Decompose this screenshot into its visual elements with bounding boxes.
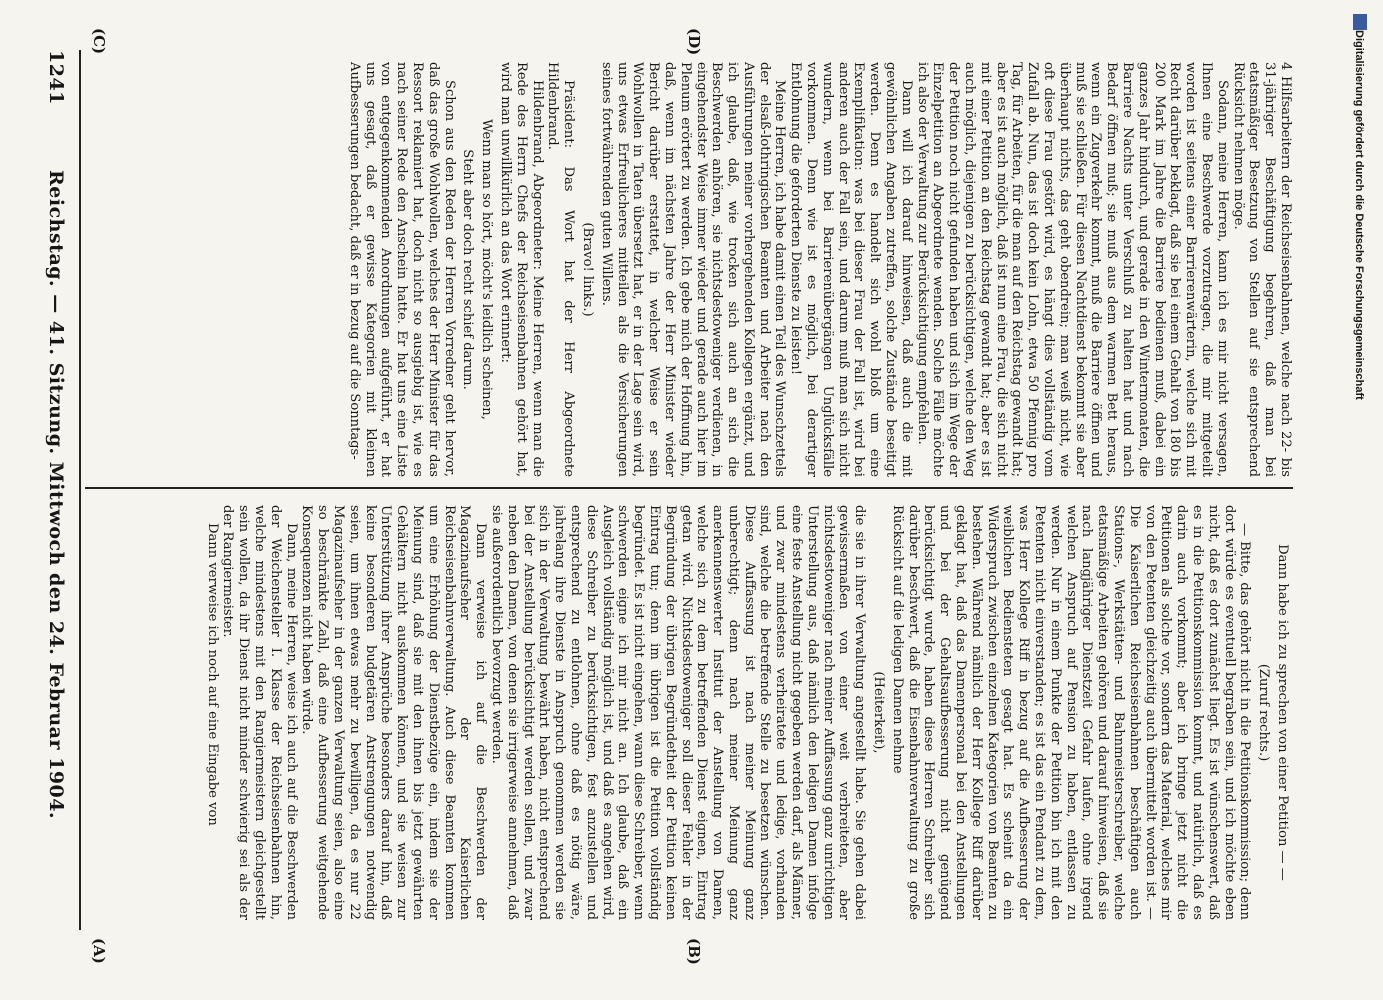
left-column (88, 505, 1293, 920)
dfg-logo-icon (1353, 14, 1367, 30)
speaker-paragraph: Hildenbrand, Abgeordneter: Meine Herren, wenn man die Rede des Herrn Chefs der Reichseisenbahnen gehört hat, wird man unwillkürlich an das Wort erinnert: (497, 62, 545, 477)
paragraph: Dann verweise ich auf die Beschwerden der Magazinaufseher der Kaiserlichen Reichseisenbahnverwaltung. Auch diese Beamten kommen um eine Erhöhung der Dienstbezüge ein, indem sie der Meinung sind, daß sie mit den ihnen bis jetzt gewährten Gehältern nicht auskommen können, und sie weisen zur Unterstützung ihrer Ansprüche besonders darauf hin, daß keine besonderen budgetären Anstrengungen notwendig seien, um ihnen etwas mehr zu bewilligen, da es nur 22 Magazinaufseher in der ganzen Verwaltung seien, also eine so beschränkte Zahl, daß eine Aufbesserung weitgehende Konsequenzen nicht haben würde. (299, 505, 489, 920)
header-rule (79, 50, 81, 930)
page-header (37, 50, 75, 930)
interjection: (Zuruf rechts.) (1256, 663, 1272, 762)
footer (1343, 0, 1373, 1000)
paragraph: Dann verweise ich noch auf eine Eingabe von (204, 523, 220, 826)
footer-text: Digitalisierung gefördert durch die Deutsche Forschungsgemeinschaft (1353, 30, 1365, 400)
paragraph: Meine Herren, ich habe damit einen Teil des Wunschzettels der elsaß-lothringischen Beamten und Arbeiter nach den Ausführungen meiner vorhergehenden Kollegen ergänzt, und ich glaube, daß, wie trocken sich auch an sich die Beschwerden anhören, sie nichtsdestoweniger verdienen, in eingehendster Weise immer wieder und gerade auch hier im Plenum erörtert zu werden. Ich gebe mich der Hoffnung hin, daß, wenn im nächsten Jahre der Herr Minister wieder Bericht darüber erstattet, in welcher Weise er sein Wohlwollen in Taten übersetzt hat, er in der Lage sein wird, uns etwas Erfreulicheres mitteilen als die Versicherungen seines fortwährenden guten Willens. (598, 62, 788, 477)
paragraph: — Bitte, das gehört nicht in die Petitionskommission; denn dort würde es eventuell begraben sein, und ich möchte eben nicht, daß es dort zunächst liegt. Es ist wünschenswert, daß es in die Petitionskommission kommt, und natürlich, daß es darin auch vorkommt; aber ich bringe jetzt nicht die Petitionen als solche vor, sondern das Material, welches mir von den Petenten gleichzeitig auch übermittelt worden ist. — Die Kaiserlichen Reichseisenbahnen beschäftigen auch Stations-, Werkstätten- und Bahnmeisterschreiber, welche etatsmäßige Arbeiten gehören und darauf hinweisen, daß sie nach langjähriger Dienstzeit Gefahr laufen, ohne irgend welchen Anspruch auf Pension zu haben, entlassen zu werden. Nur in einem Punkte der Petition bin ich mit den Petenten nicht einverstanden; es ist das ein Pendant zu dem, was Herr Kollege Riff in bezug auf die Aufbesserung der weiblichen Bediensteten gesagt hat. Es scheint da ein Widerspruch zwischen einzelnen Kategorien von Beamten zu bestehen. Während nämlich der Herr Kollege Riff darüber geklagt hat, daß das Damenpersonal bei den Anstellungen und bei der Gehaltsaufbesserung nicht genügend berücksichtigt wurde, haben diese Herren Schreiber sich darüber beschwert, daß die Eisenbahnverwaltung zu große Rücksicht auf die ledigen Damen nehme (889, 505, 1253, 920)
quote-line: Wenn man so hört, möcht's leidlich scheinen, (479, 119, 495, 420)
right-column (88, 62, 1293, 477)
quote-line: Steht aber doch recht schief darum. (460, 149, 476, 390)
paragraph: Schon aus den Reden der Herren Vorredner geht hervor, daß das große Wohlwollen, welches der Herr Minister für das Ressort reklamiert hat, doch nicht so ausgiebig ist, wie es nach seiner Rede den Anschein hatte. Er hat uns eine Liste von entgegenkommenden Anordnungen aufgeführt, er hat uns gesagt, daß er gewisse Kategorien mit kleinen Aufbesserungen bedacht, daß er in bezug auf die Sonntags- (346, 62, 457, 477)
speaker-paragraph: Präsident: Das Wort hat der Herr Abgeordnete Hildenbrand. (545, 62, 577, 477)
paragraph: 4 Hilfsarbeitern der Reichseisenbahnen, welche nach 22- bis 31-jähriger Beschäftigung begehren, daß man bei etatsmäßiger Besetzung von Stellen auf sie entsprechend Rücksicht nehmen möge. (1230, 62, 1293, 477)
paragraph: die sie in ihrer Verwaltung angestellt habe. Sie gehen dabei gewissermaßen von einer weit verbreiteten, aber nichtsdestoweniger nach meiner Auffassung ganz unrichtigen Unterstellung aus, daß nämlich den ledigen Damen infolge eine feste Anstellung nicht gegeben werden darf, als Männer, und zwar mindestens verheiratete und ledige, vorhanden sind, welche die betreffende Stelle zu besetzen wünschen. Diese Auffassung ist nach meiner Meinung ganz unberechtigt; denn nach meiner Meinung ganz anerkennenswerter Institut der Anstellung von Damen, welche sich zu dem betreffenden Dienst eignen, Eintrag getan wird. Nichtsdestoweniger soll dieser Fehler in der Begründung der übrigen Begründetheit der Petition keinen Eintrag tun; denn im übrigen ist die Petition vollständig begründet. Es ist nicht eingehen, wann diese Schreiber, wenn schwerden eigne ich mir nicht an. Ich glaube, daß ein Ausgleich vollständig möglich ist, und daß es angehen wird, diese Schreiber zu berücksichtigen, fest anzustellen und entsprechend zu entlohnen, ohne daß es nötig wäre, jahrelang ihre Dienste in Anspruch genommen werden sie sich in der Verwaltung bewährt haben, nicht entsprechend bei der Anstellung berücksichtigt werden sollen, und zwar neben den Damen, von denen sie irrigerweise annehmen, daß sie außerordentlich bevorzugt werden. (488, 505, 868, 920)
margin-letter-a: (A) (90, 938, 108, 964)
interjection: (Bravo! links.) (579, 222, 595, 317)
page-title: Reichstag. — 41. Sitzung. Mittwoch den 24. Februar 1904. (45, 170, 67, 820)
paragraph: Dann habe ich zu sprechen von einer Petition — — (1275, 544, 1290, 881)
paragraph: Dann will ich darauf hinweisen, daß auch die mit gewöhnlichen Angaben zutreffen, solche Zustände beseitigt werden. Denn es handelt sich wohl bloß um eine Exemplifikation: was bei dieser Frau der Fall ist, wird bei anderen auch der Fall sein, und darum muß man sich nicht wundern, wenn bei Barrierenübergängen Unglücksfälle vorkommen. Denn wie ist es möglich, bei derartiger Entlohnung die geforderten Dienste zu leisten! (788, 62, 914, 477)
margin-letter-c: (C) (90, 28, 108, 55)
margin-letter-b: (B) (685, 938, 703, 965)
column-rule (85, 487, 1293, 489)
page-number: 1241 (45, 50, 67, 105)
paragraph: Dann, meine Herren, weise ich auch auf die Beschwerden der Weichensteller I. Klasse der Reichseisenbahnen hin, welche mindestens mit den Rangiermeistern gleichgestellt sein wollen, da ihr Dienst nicht minder schwierig sei als der der Rangiermeister. (220, 505, 299, 920)
interjection: (Heiterkeit), (871, 671, 887, 754)
margin-letter-d: (D) (685, 28, 703, 56)
paragraph: Sodann, meine Herren, kann ich es mir nicht versagen, Ihnen eine Beschwerde vorzutragen, die mir mitgeteilt worden ist seitens einer Barrierenwärterin, welche sich mit Recht darüber beklagt, daß sie bei einem Gehalt von 180 bis 200 Mark im Jahre die Barriere bedienen muß, dabei ein ganzes Jahr hindurch, und gerade in den Wintermonaten, die Barriere Nachts unter Verschluß zu halten hat und nach Bedarf öffnen muß; sie muß aus dem warmen Bett heraus, wenn ein Zugverkehr kommt, muß die Barriere öffnen und muß sie schließen. Für diesen Nachtdienst bekommt sie aber überhaupt nichts, das geht obendrein; man weiß nicht, wie oft diese Frau gestört wird, es hängt dies vollständig vom Zufall ab. Nun, das ist doch kein Lohn, etwa 50 Pfennig pro Tag, für Arbeiten, für die man auf den Reichstag gewandt hat; aber es ist auch möglich, daß ist nun eine Frau, die sich nicht mit einer Petition an den Reichstag gewandt hat; aber es ist auch möglich, diejenigen zu berücksichtigen, welche den Weg der Petition noch nicht gefunden haben und sich im Wege der Einzelpetition an Abgeordnete wenden. Solche Fälle möchte ich also der Verwaltung zur Berücksichtigung empfehlen. (914, 62, 1230, 477)
